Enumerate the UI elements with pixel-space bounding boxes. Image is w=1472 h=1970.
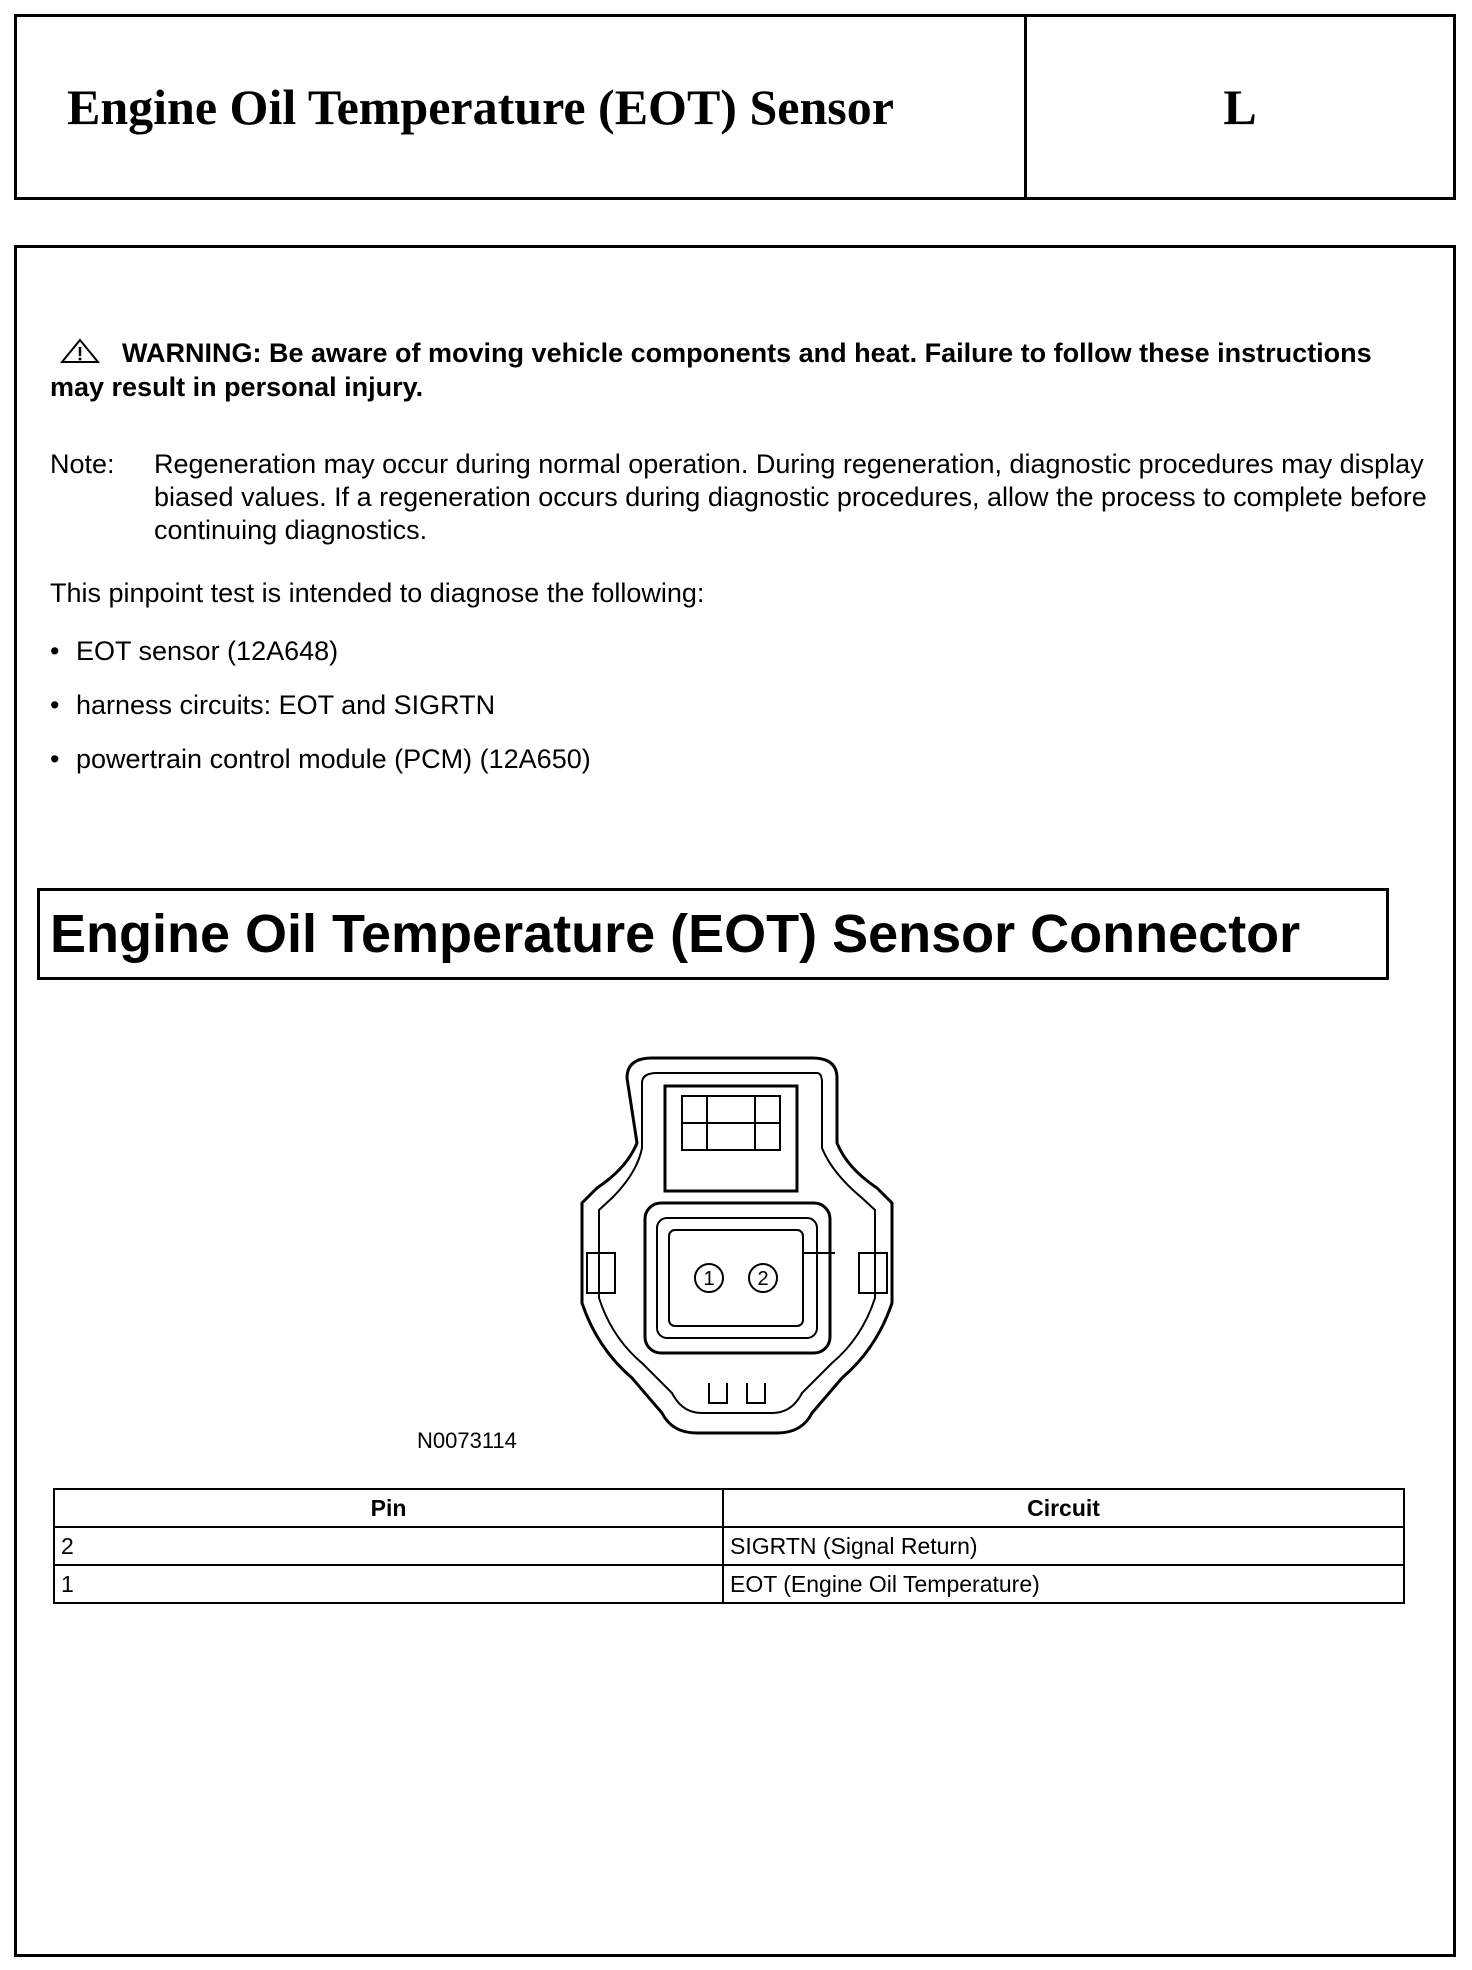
table-header-row — [54, 1489, 1404, 1527]
note-label: Note: — [50, 449, 115, 479]
list-item: • harness circuits: EOT and SIGRTN — [50, 690, 496, 720]
content-box — [14, 245, 1456, 1957]
table-row — [54, 1527, 1404, 1565]
intro-text: This pinpoint test is intended to diagnose the following: — [50, 578, 705, 608]
list-item: • powertrain control module (PCM) (12A650) — [50, 744, 591, 774]
circuit-cell: SIGRTN (Signal Return) — [723, 1527, 1404, 1565]
warning-triangle-icon — [60, 338, 100, 364]
table-row — [54, 1565, 1404, 1603]
note-text: Regeneration may occur during normal operation. During regeneration, diagnostic procedures may display biased values. If a regeneration occurs during diagnostic procedures, allow the process to complete before continuing diagnostics. — [154, 449, 1427, 545]
pin-1 — [695, 1264, 723, 1292]
pin-cell: 1 — [54, 1565, 723, 1603]
document-title: Engine Oil Temperature (EOT) Sensor — [17, 17, 1027, 197]
pin-1-label: 1 — [703, 1268, 715, 1290]
pin-2 — [749, 1264, 777, 1292]
document-header — [14, 14, 1456, 200]
section-title: Engine Oil Temperature (EOT) Sensor Connector — [37, 888, 1389, 980]
column-header-circuit: Circuit — [723, 1489, 1404, 1527]
figure-id: N0073114 — [417, 1428, 517, 1453]
circuit-cell: EOT (Engine Oil Temperature) — [723, 1565, 1404, 1603]
connector-latch — [665, 1086, 797, 1191]
column-header-pin: Pin — [54, 1489, 723, 1527]
pin-cell: 2 — [54, 1527, 723, 1565]
section-letter: L — [1223, 79, 1257, 135]
warning-block — [50, 336, 1430, 404]
pin-2-label: 2 — [757, 1268, 769, 1290]
warning-text: WARNING: Be aware of moving vehicle components and heat. Failure to follow these instructions may result in personal injury. — [50, 338, 1372, 402]
note-block — [50, 448, 1430, 547]
connector-diagram — [557, 1048, 917, 1448]
connector-housing — [582, 1058, 892, 1433]
pin-table — [53, 1488, 1405, 1604]
list-item: • EOT sensor (12A648) — [50, 636, 339, 666]
diagnose-list — [50, 636, 591, 798]
